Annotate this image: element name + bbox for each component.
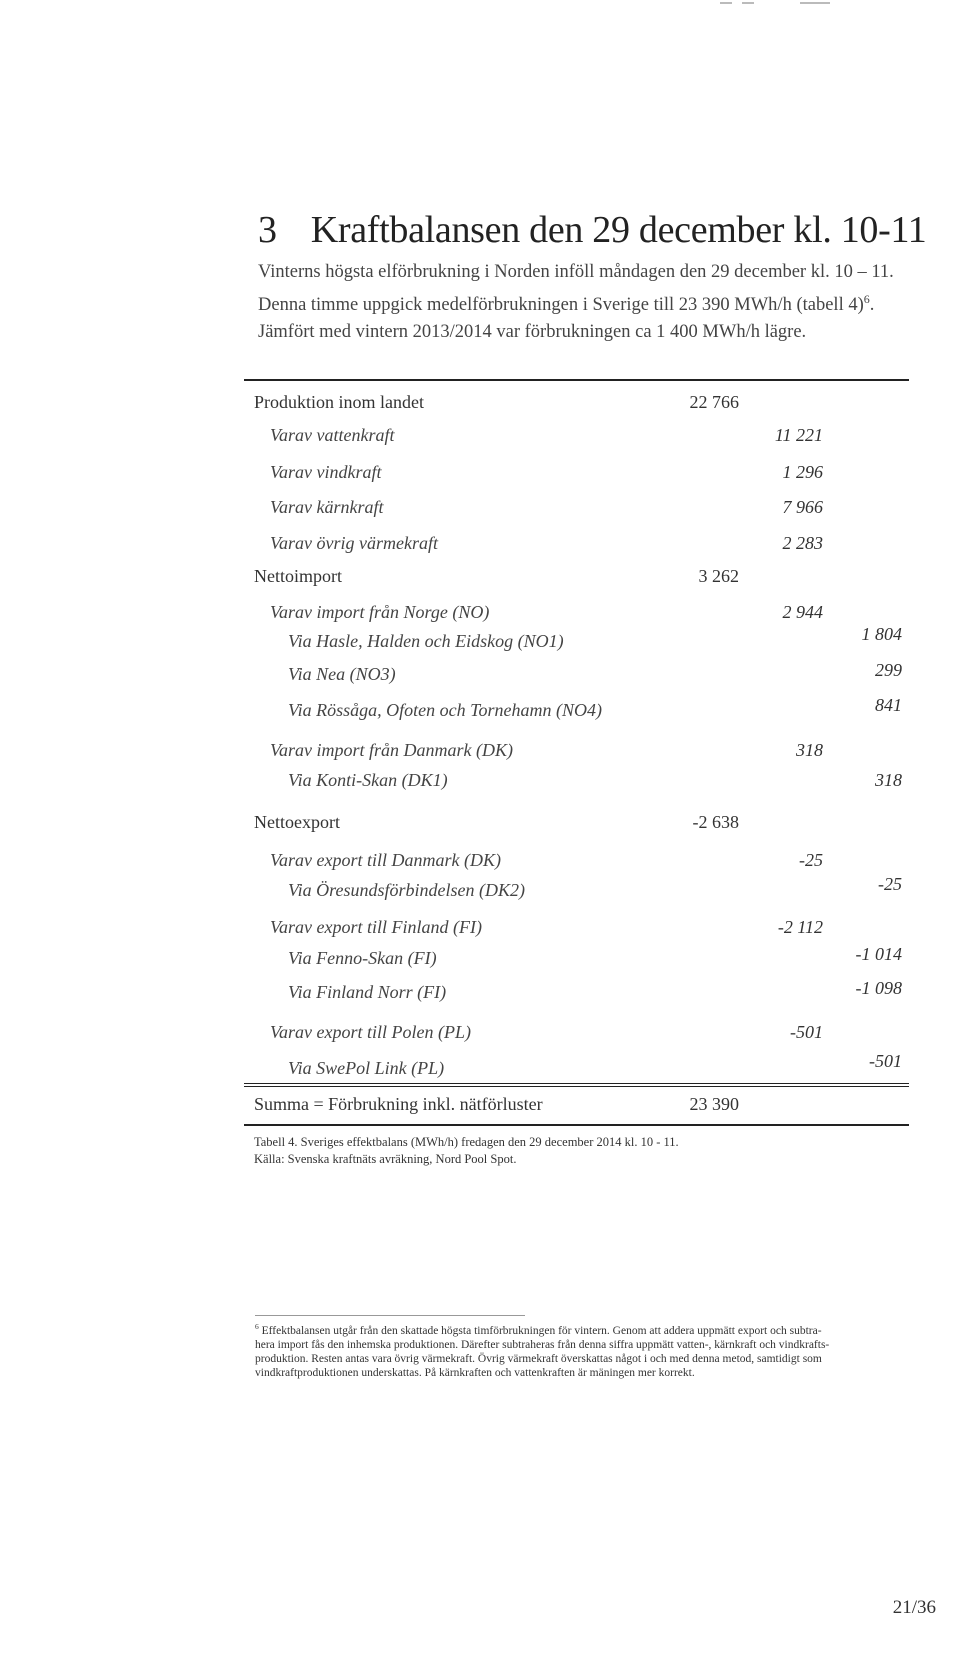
table-row-value-v3: 1 804	[861, 624, 902, 644]
table-row-value-v2: 2 283	[782, 533, 823, 553]
caption-line-2: Källa: Svenska kraftnäts avräkning, Nord Pool Spot.	[254, 1152, 517, 1166]
footnote-ref: 6	[863, 292, 870, 306]
table-row-value-v3: 318	[875, 770, 902, 790]
table-top-rule	[244, 379, 909, 381]
scan-top-marks	[0, 0, 960, 8]
total-rule-2	[244, 1086, 909, 1087]
table-row-label: Nettoexport	[254, 812, 340, 832]
footnote-line-2: hera import fås den inhemska produktionen. Därefter subtraheras från denna siffra uppmätt vatten-, kärnkraft och vindkrafts-	[255, 1338, 830, 1351]
footnote	[255, 1320, 945, 1380]
table-row-value-v2: -2 112	[777, 917, 823, 937]
section-title: Kraftbalansen den 29 december kl. 10-11	[310, 209, 927, 251]
table-row-label: Varav export till Finland (FI)	[270, 917, 482, 937]
intro-line-2: Denna timme uppgick medelförbrukningen i Sverige till 23 390 MWh/h (tabell 4)$^6$.	[258, 292, 875, 316]
table-row-label: Varav export till Polen (PL)	[270, 1022, 471, 1042]
section-number: 3	[258, 209, 277, 251]
table-row-label: Via Hasle, Halden och Eidskog (NO1)	[288, 631, 564, 651]
table-row-value-v3: -501	[869, 1051, 902, 1071]
table-row-label: Via Konti-Skan (DK1)	[288, 770, 448, 790]
table-row-value-v3: -1 014	[855, 944, 902, 964]
table-row-value-v1: -2 638	[692, 812, 739, 832]
table-row-value-v1: 3 262	[698, 566, 739, 586]
table-row-value-v2: 1 296	[782, 462, 823, 482]
page-number: 21/36	[892, 1597, 936, 1618]
table-row-value-v2: -25	[799, 850, 823, 870]
footnote-marker: 6	[255, 1322, 259, 1331]
table-row-value-v2: 7 966	[782, 497, 823, 517]
table-row-label: Varav övrig värmekraft	[270, 533, 438, 553]
footnote-line-3: produktion. Resten antas vara övrig värmekraft. Övrig värmekraft överskattas något i och med denna metod, samtidigt som	[255, 1352, 822, 1365]
table-row-value-v3: 299	[875, 660, 902, 680]
table-row-label: Produktion inom landet	[254, 392, 424, 412]
table-row-value-v1: 22 766	[689, 392, 739, 412]
intro-line-3: Jämfört med vintern 2013/2014 var förbrukningen ca 1 400 MWh/h lägre.	[258, 322, 807, 342]
footnote-line-4: vindkraftproduktionen underskattas. På kärnkraften och vattenkraften är mäningen mer korrekt.	[255, 1366, 695, 1379]
table-row-label: Varav vattenkraft	[270, 425, 395, 445]
table-row-value-v2: -501	[790, 1022, 823, 1042]
table-row-value-v3: -1 098	[855, 978, 902, 998]
table-row-label: Via Finland Norr (FI)	[288, 982, 447, 1002]
table-row-value-v2: 318	[796, 740, 823, 760]
table-caption	[254, 1134, 679, 1168]
table-row-value-v3: 841	[875, 695, 902, 715]
table-bottom-rule	[244, 1124, 909, 1126]
intro-line-1: Vinterns högsta elförbrukning i Norden inföll måndagen den 29 december kl. 10 – 11.	[258, 262, 894, 282]
table-row-label: Varav vindkraft	[270, 462, 382, 482]
table-row-label: Via Rössåga, Ofoten och Tornehamn (NO4)	[288, 700, 602, 720]
table-row-label: Varav import från Norge (NO)	[270, 602, 490, 622]
table-row-label: Nettoimport	[254, 566, 342, 586]
table-row-label: Via Nea (NO3)	[288, 664, 396, 684]
section-heading	[258, 208, 926, 252]
total-label: Summa = Förbrukning inkl. nätförluster	[254, 1094, 543, 1114]
table-row-label: Varav kärnkraft	[270, 497, 384, 517]
table-row-label: Via Öresundsförbindelsen (DK2)	[288, 880, 525, 900]
total-value: 23 390	[689, 1094, 739, 1114]
caption-line-1: Tabell 4. Sveriges effektbalans (MWh/h) fredagen den 29 december 2014 kl. 10 - 11.	[254, 1135, 679, 1149]
table-row-label: Via Fenno-Skan (FI)	[288, 948, 437, 968]
table-row-label: Varav export till Danmark (DK)	[270, 850, 501, 870]
table-row-value-v2: 2 944	[782, 602, 823, 622]
footnote-rule	[255, 1315, 525, 1316]
table-row-value-v2: 11 221	[774, 425, 823, 445]
table-row-label: Via SwePol Link (PL)	[288, 1058, 445, 1078]
table-row-label: Varav import från Danmark (DK)	[270, 740, 513, 760]
table-row-value-v3: -25	[878, 874, 902, 894]
footnote-line-1: $^6$ Effektbalansen utgår från den skattade högsta timförbrukningen för vintern. Genom att addera uppmätt export och subtra-	[255, 1322, 822, 1337]
total-rule-1	[244, 1083, 909, 1084]
